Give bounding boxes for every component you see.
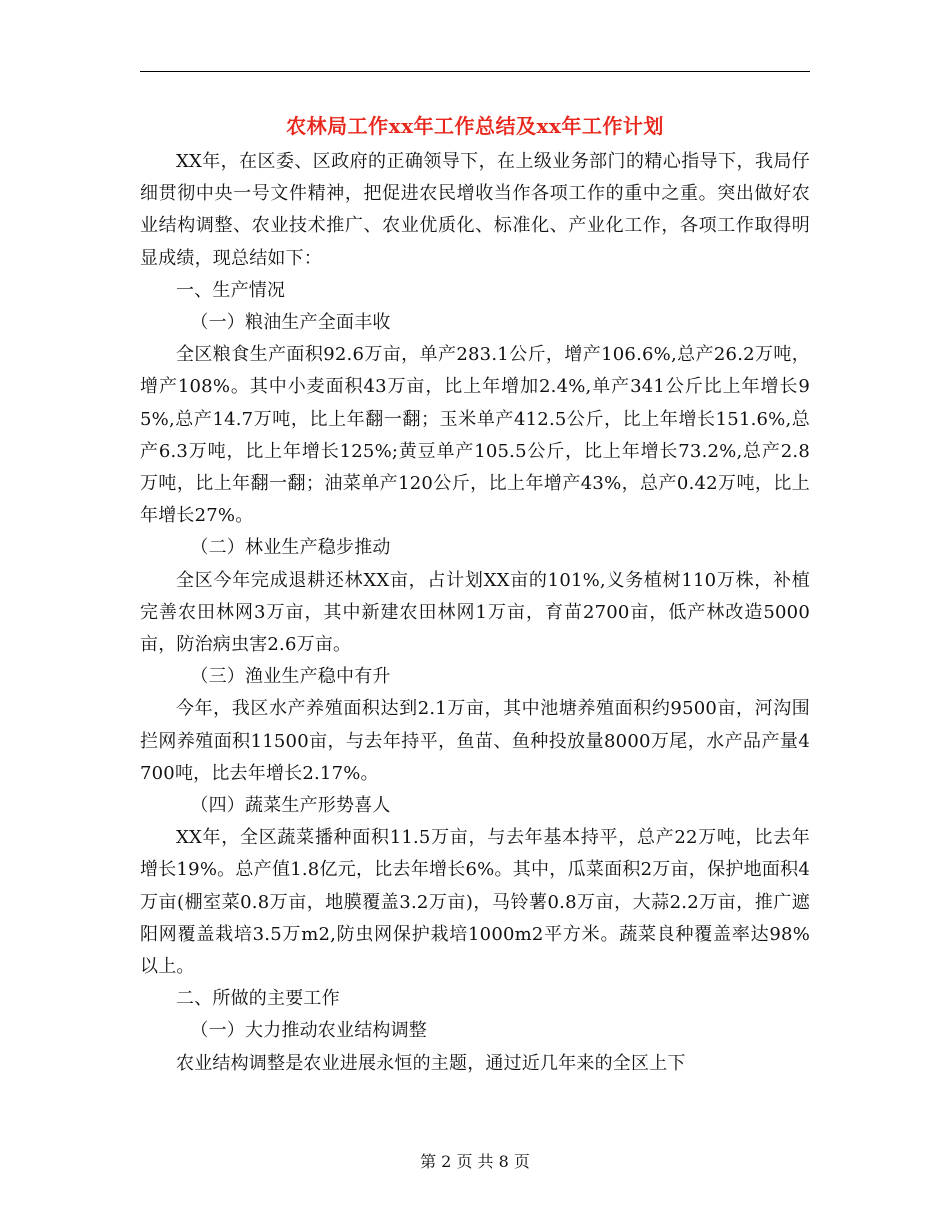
body-paragraph: 今年，我区水产养殖面积达到2.1万亩，其中池塘养殖面积约9500亩，河沟围拦网养殖面积11500亩，与去年持平，鱼苗、鱼种投放量8000万尾，水产品产量4700吨，比去年增长2.17%。 <box>140 698 810 784</box>
page-footer: 第 2 页 共 8 页 <box>420 1152 530 1171</box>
section-heading: 一、生产情况 <box>176 279 286 301</box>
body-paragraph: 全区今年完成退耕还林XX亩，占计划XX亩的101%,义务植树110万株，补植完善农田林网3万亩，其中新建农田林网1万亩，育苗2700亩，低产林改造5000亩，防治病虫害2.6万亩。 <box>140 569 810 656</box>
subsection-heading: （二）林业生产稳步推动 <box>190 537 391 559</box>
body-paragraph: XX年，全区蔬菜播种面积11.5万亩，与去年基本持平，总产22万吨，比去年增长19%。总产值1.8亿元，比去年增长6%。其中，瓜菜面积2万亩，保护地面积4万亩(棚室菜0.8万亩，地膜覆盖3.2万亩)，马铃薯0.8万亩，大蒜2.2万亩，推广遮阳网覆盖栽培3.5万m2,防虫网保护栽培1000m2平方米。蔬菜良种覆盖率达98%以上。 <box>140 827 810 978</box>
subsection-heading: （四）蔬菜生产形势喜人 <box>190 795 391 817</box>
subsection-heading: （一）大力推动农业结构调整 <box>190 1020 427 1042</box>
subsection-heading: （三）渔业生产稳中有升 <box>190 666 391 688</box>
subsection-heading: （一）粮油生产全面丰收 <box>190 312 391 334</box>
body-paragraph: 全区粮食生产面积92.6万亩，单产283.1公斤，增产106.6%,总产26.2万吨，增产108%。其中小麦面积43万亩，比上年增加2.4%,单产341公斤比上年增长95%,总产14.7万吨，比上年翻一翻；玉米单产412.5公斤，比上年增长151.6%,总产6.3万吨，比上年增长125%;黄豆单产105.5公斤，比上年增长73.2%,总产2.8万吨，比上年翻一翻；油菜单产120公斤，比上年增产43%，总产0.42万吨，比上年增长27%。 <box>140 344 810 527</box>
document-title: 农林局工作xx年工作总结及xx年工作计划 <box>286 114 664 138</box>
section-heading: 二、所做的主要工作 <box>176 988 340 1010</box>
document-body <box>140 146 810 1080</box>
body-paragraph: 农业结构调整是农业进展永恒的主题，通过近几年来的全区上下 <box>176 1052 686 1074</box>
intro-paragraph: XX年，在区委、区政府的正确领导下，在上级业务部门的精心指导下，我局仔细贯彻中央一号文件精神，把促进农民增收当作各项工作的重中之重。突出做好农业结构调整、农业技术推广、农业优质化、标准化、产业化工作，各项工作取得明显成绩，现总结如下： <box>140 151 810 269</box>
header-rule <box>140 71 810 72</box>
